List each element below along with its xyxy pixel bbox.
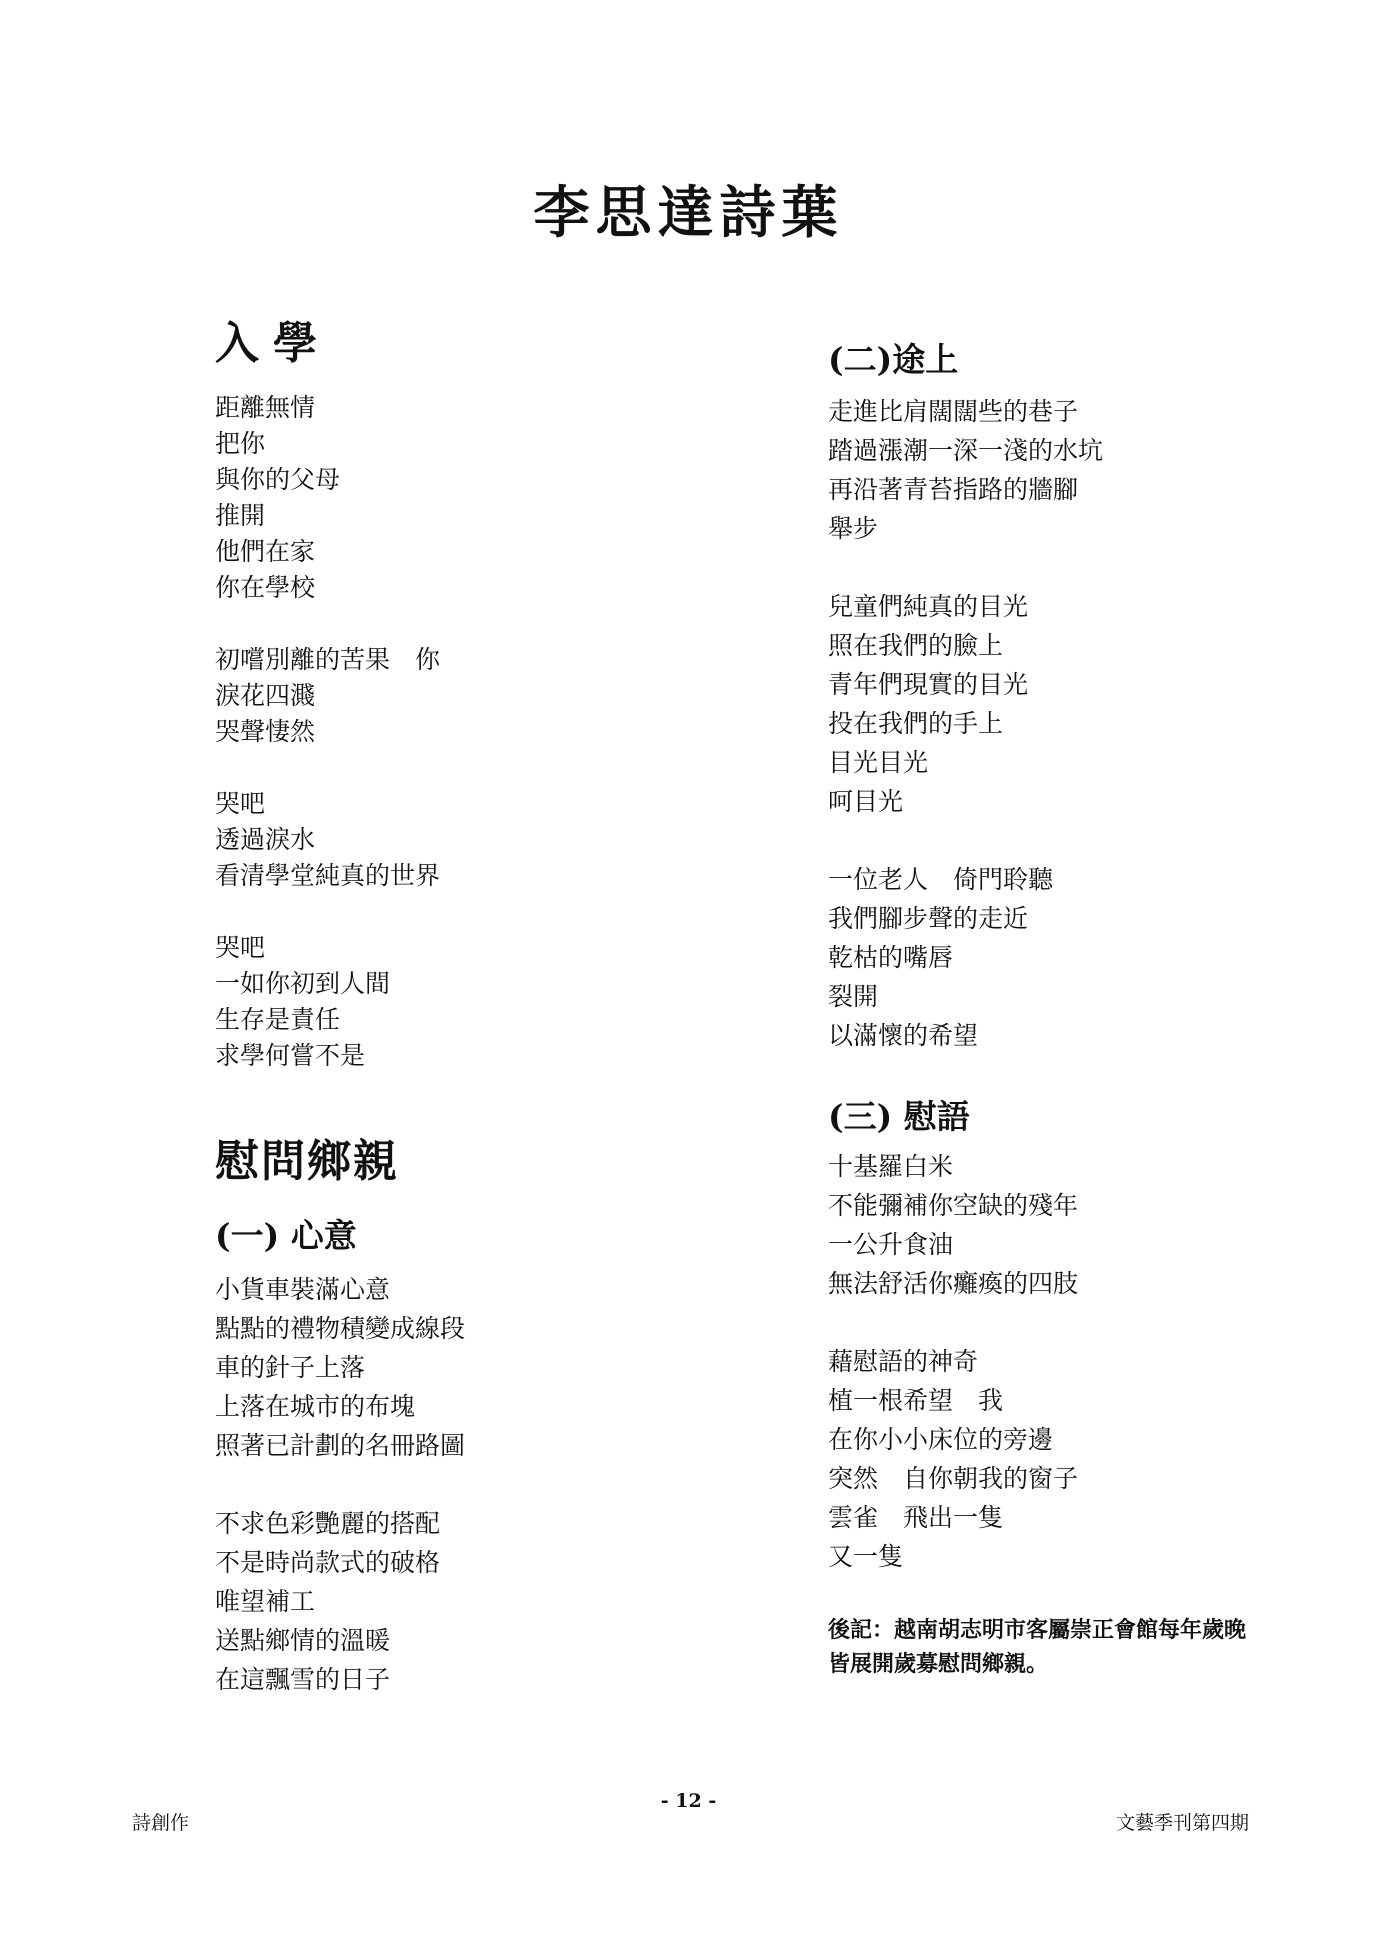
stanza bbox=[215, 930, 775, 1074]
page-number: - 12 - bbox=[660, 1790, 717, 1812]
poem-line: 初嚐別離的苦果 你 bbox=[215, 645, 441, 674]
poem-line: 乾枯的嘴唇 bbox=[828, 943, 954, 972]
poem-line: 舉步 bbox=[828, 514, 879, 543]
poem-line: 透過淚水 bbox=[215, 825, 316, 854]
poem-line: 哭聲悽然 bbox=[215, 717, 316, 746]
poem-line: 無法舒活你癱瘓的四肢 bbox=[828, 1269, 1079, 1298]
stanza bbox=[215, 786, 775, 894]
poem-line: 在這飄雪的日子 bbox=[215, 1665, 391, 1694]
poem-title-enrollment: 入學 bbox=[215, 318, 331, 369]
poem-line: 推開 bbox=[215, 501, 266, 530]
poem-line: 兒童們純真的目光 bbox=[828, 592, 1029, 621]
poem-line: 淚花四濺 bbox=[215, 681, 316, 710]
stanza bbox=[828, 392, 1258, 548]
poem-line: 投在我們的手上 bbox=[828, 709, 1004, 738]
footer-section-label: 詩創作 bbox=[132, 1812, 190, 1834]
poem-line: 照著已計劃的名冊路圖 bbox=[215, 1431, 466, 1460]
stanza bbox=[828, 1342, 1258, 1576]
poem-line: 裂開 bbox=[828, 982, 879, 1011]
poem-line: 小貨車裝滿心意 bbox=[215, 1275, 391, 1304]
poem-line: 送點鄉情的溫暖 bbox=[215, 1626, 391, 1655]
stanza-gap bbox=[828, 548, 1258, 587]
poem-line: 十基羅白米 bbox=[828, 1152, 954, 1181]
poem-line: 照在我們的臉上 bbox=[828, 631, 1004, 660]
poem-enrollment bbox=[215, 390, 775, 1074]
poem-line: 突然 自你朝我的窗子 bbox=[828, 1464, 1079, 1493]
stanza-gap bbox=[828, 821, 1258, 860]
poem-line: 青年們現實的目光 bbox=[828, 670, 1029, 699]
stanza bbox=[215, 390, 775, 606]
poem-line: 看清學堂純真的世界 bbox=[215, 861, 441, 890]
stanza-gap bbox=[828, 1303, 1258, 1342]
left-column bbox=[215, 318, 775, 1699]
afterword: 後記：越南胡志明市客屬崇正會館每年歲晚皆展開歲募慰問鄉親。 bbox=[828, 1618, 1247, 1677]
footer-journal-name: 文藝季刊第四期 bbox=[1115, 1812, 1249, 1834]
poem-line: 他們在家 bbox=[215, 537, 316, 566]
poem-line: 哭吧 bbox=[215, 933, 266, 962]
poem-line: 藉慰語的神奇 bbox=[828, 1347, 979, 1376]
poem-line: 在你小小床位的旁邊 bbox=[828, 1425, 1054, 1454]
poem-line: 點點的禮物積變成線段 bbox=[215, 1314, 466, 1343]
part-title-3: (三) 慰語 bbox=[828, 1097, 970, 1136]
poem-line: 走進比肩闊闊些的巷子 bbox=[828, 397, 1079, 426]
poem-title-visit: 慰問鄉親 bbox=[215, 1136, 399, 1187]
poem-line: 我們腳步聲的走近 bbox=[828, 904, 1029, 933]
poem-line: 車的針子上落 bbox=[215, 1353, 366, 1382]
right-column bbox=[828, 340, 1258, 1682]
poem-line: 一公升食油 bbox=[828, 1230, 954, 1259]
poem-line: 以滿懷的希望 bbox=[828, 1021, 979, 1050]
stanza-gap bbox=[215, 750, 775, 786]
poem-part-1 bbox=[215, 1270, 775, 1699]
poem-line: 植一根希望 我 bbox=[828, 1386, 1004, 1415]
poem-line: 距離無情 bbox=[215, 393, 316, 422]
stanza bbox=[215, 642, 775, 750]
poem-part-2 bbox=[828, 392, 1258, 1055]
stanza-gap bbox=[215, 1465, 775, 1504]
poem-part-3 bbox=[828, 1147, 1258, 1576]
part-title-1: (一) 心意 bbox=[215, 1216, 357, 1255]
poem-line: 踏過漲潮一深一淺的水坑 bbox=[828, 436, 1104, 465]
stanza bbox=[215, 1504, 775, 1699]
stanza bbox=[828, 1147, 1258, 1303]
stanza-gap bbox=[215, 606, 775, 642]
poem-line: 再沿著青苔指路的牆腳 bbox=[828, 475, 1079, 504]
poem-line: 上落在城市的布塊 bbox=[215, 1392, 416, 1421]
poem-line: 不能彌補你空缺的殘年 bbox=[828, 1191, 1079, 1220]
poem-line: 一位老人 倚門聆聽 bbox=[828, 865, 1054, 894]
stanza bbox=[828, 860, 1258, 1055]
poem-line: 不是時尚款式的破格 bbox=[215, 1548, 441, 1577]
part-title-2: (二)途上 bbox=[828, 340, 959, 379]
poem-line: 雲雀 飛出一隻 bbox=[828, 1503, 1004, 1532]
poem-line: 生存是責任 bbox=[215, 1005, 341, 1034]
poem-line: 一如你初到人間 bbox=[215, 969, 391, 998]
stanza bbox=[215, 1270, 775, 1465]
stanza bbox=[828, 587, 1258, 821]
poem-line: 呵目光 bbox=[828, 787, 904, 816]
poem-line: 又一隻 bbox=[828, 1542, 904, 1571]
poem-line: 唯望補工 bbox=[215, 1587, 316, 1616]
poem-line: 你在學校 bbox=[215, 573, 316, 602]
page-title: 李思達詩葉 bbox=[533, 180, 844, 246]
poem-line: 把你 bbox=[215, 429, 266, 458]
poem-line: 與你的父母 bbox=[215, 465, 341, 494]
poem-line: 目光目光 bbox=[828, 748, 929, 777]
poem-line: 不求色彩艷麗的搭配 bbox=[215, 1509, 441, 1538]
poem-line: 求學何嘗不是 bbox=[215, 1041, 366, 1070]
stanza-gap bbox=[215, 894, 775, 930]
poem-line: 哭吧 bbox=[215, 789, 266, 818]
